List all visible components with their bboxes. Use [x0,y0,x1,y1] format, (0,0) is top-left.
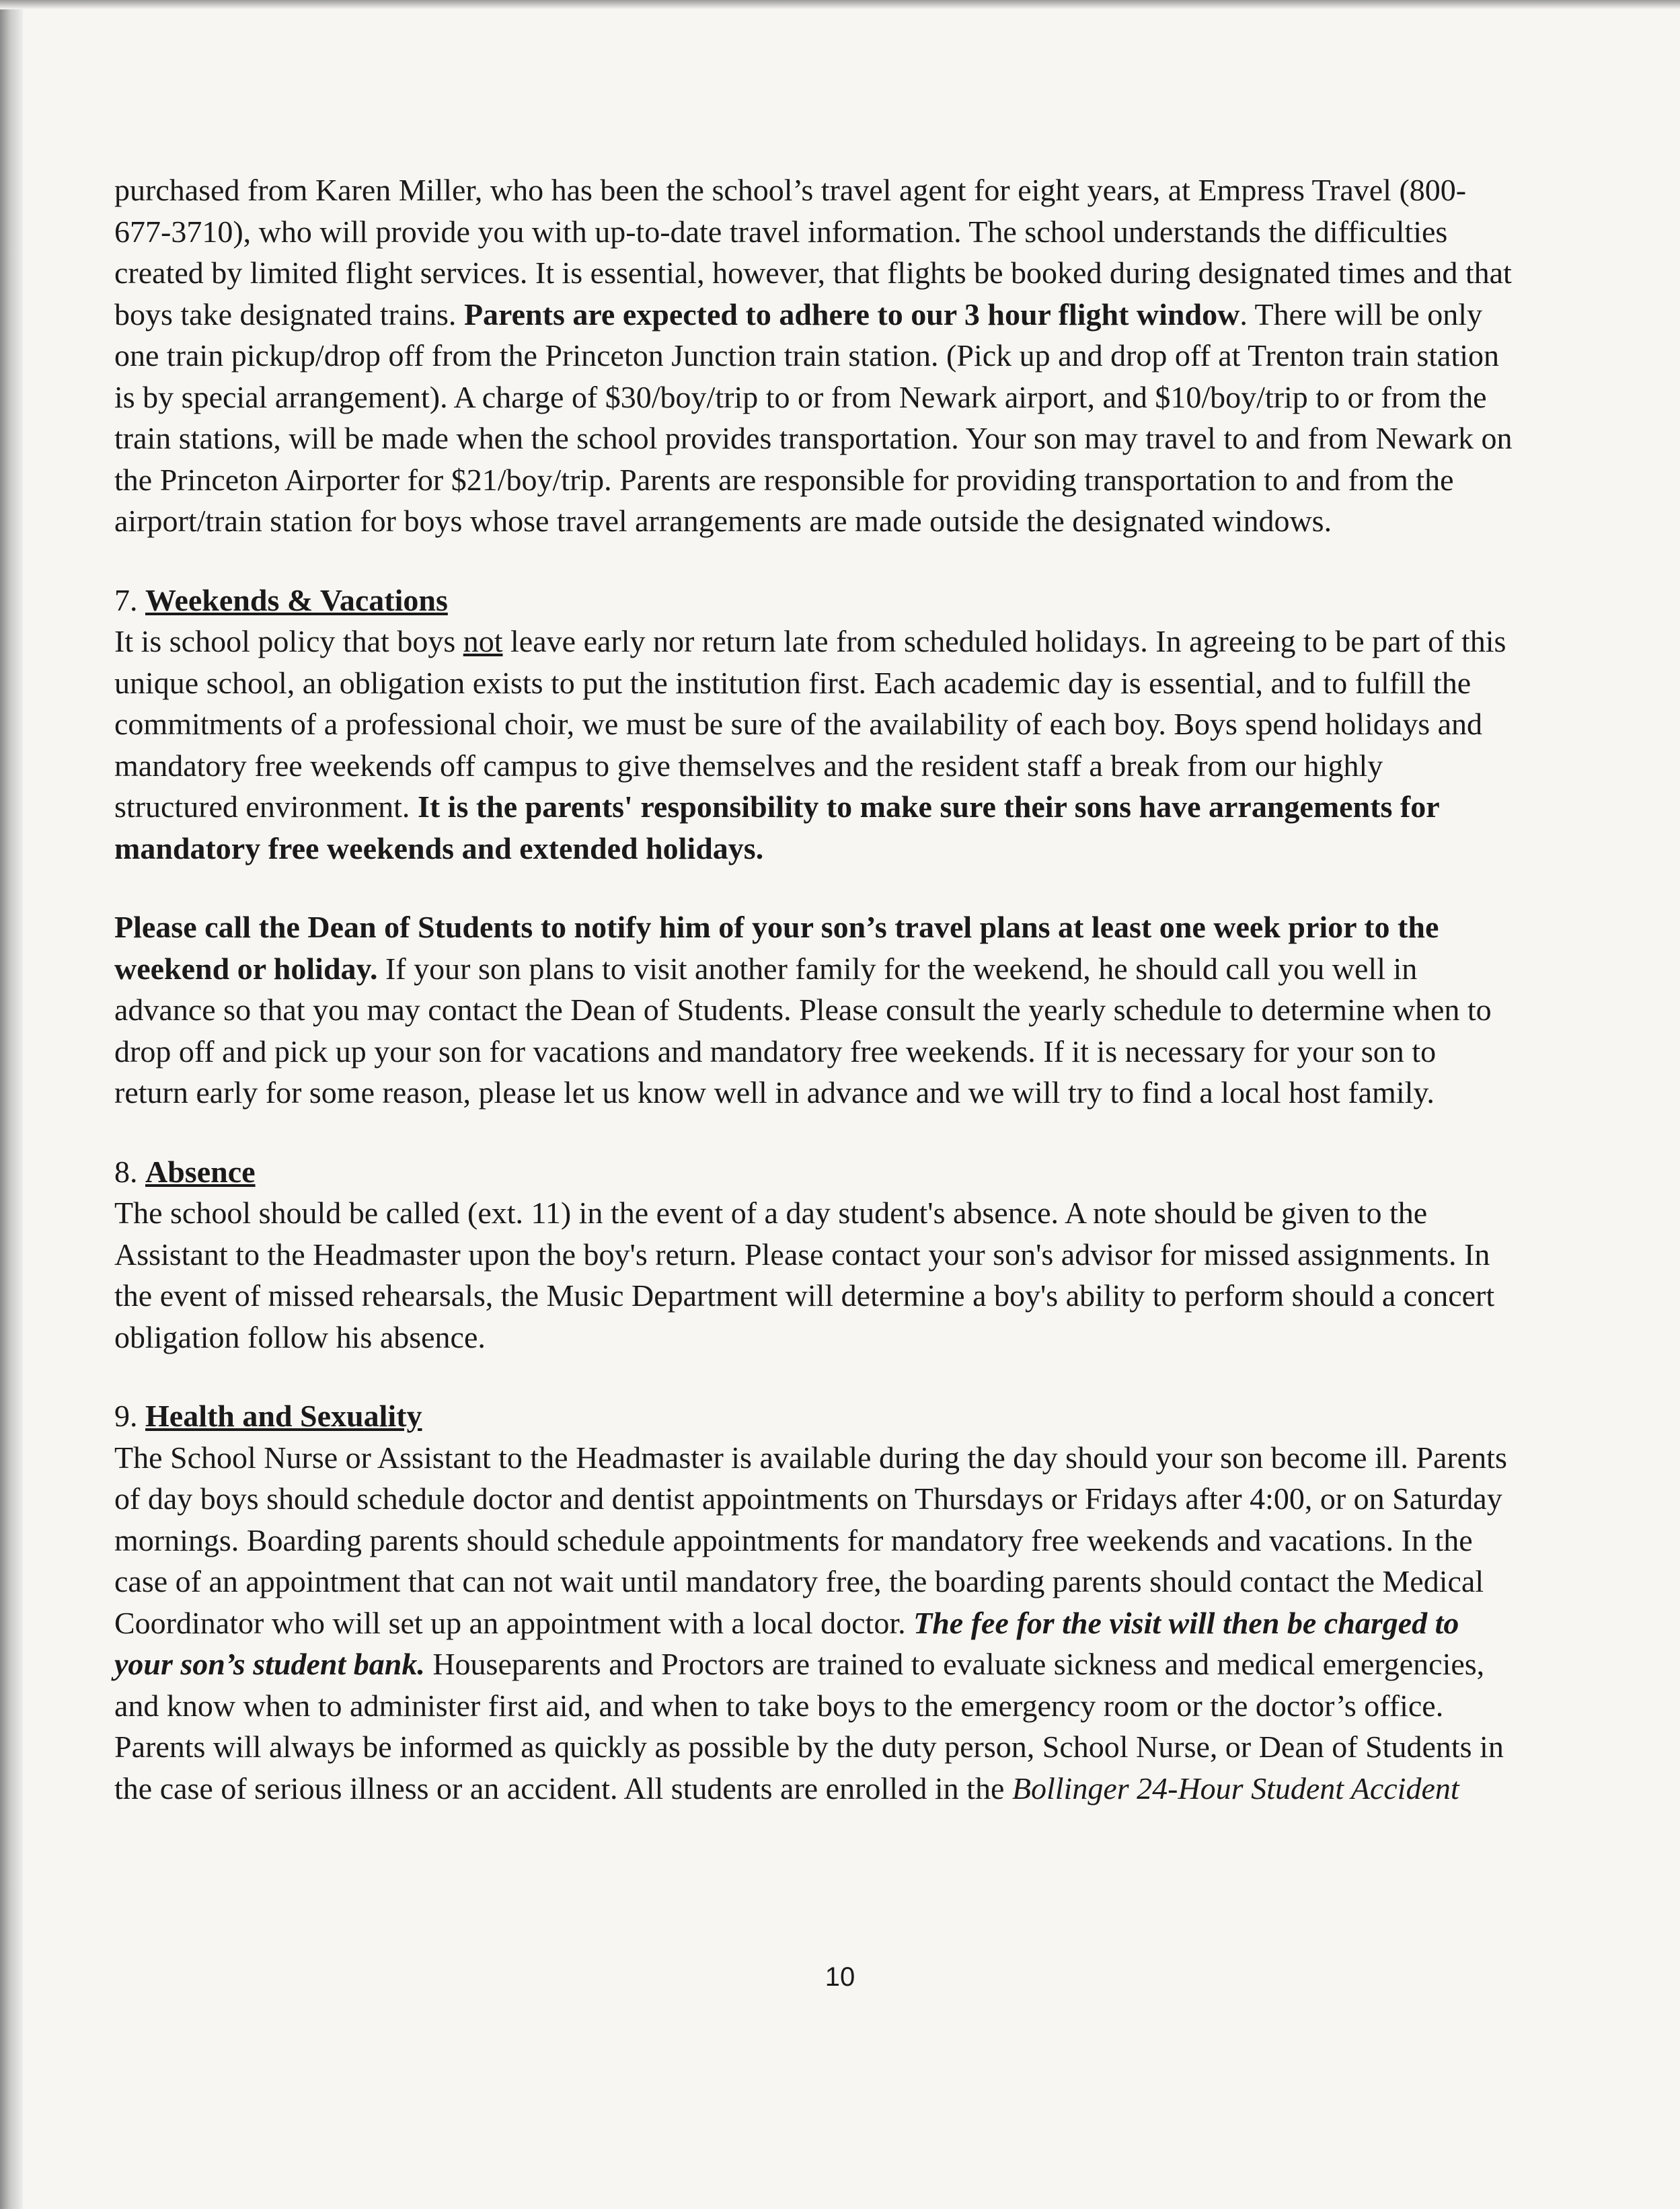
section-title: Absence [145,1154,256,1189]
section-title: Health and Sexuality [145,1399,422,1433]
intro-text-2: . There will be only one train pickup/drop off from the Princeton Junction train station. (Pick up and drop off at Trenton train station is by special arrangement). A charge of $30/boy/trip to or from Newark airport, and $10/boy/trip to or from the train stations, will be made when the school provides transportation. Your son may travel to and from Newark on the Princeton Airporter for $21/boy/trip. Parents are responsible for providing transportation to and from the airport/train station for boys whose travel arrangements are made outside the designated windows. [114,297,1513,538]
section-absence [114,1151,1513,1358]
section-number: 9. [114,1399,145,1433]
intro-paragraph [114,169,1513,542]
health-text-2: Houseparents and Proctors are trained to evaluate sickness and medical emergencies, and know when to administer first aid, and when to take boys to the emergency room or the doctor’s office. Parents will always be informed as quickly as possible by the duty person, School Nurse, or Dean of Students in the case of serious illness or an accident. All students are enrolled in the [114,1647,1504,1806]
weekends-paragraph-2 [114,906,1513,1114]
underlined-not: not [463,624,503,658]
section-health [114,1395,1513,1809]
scan-left-edge [0,0,23,2209]
section-heading-health [114,1395,1513,1437]
health-bold-italic-fee: The fee for the visit will then be charged to your son’s student bank. [114,1605,1459,1681]
weekends-bold-responsibility: It is the parents' responsibility to make sure their sons have arrangements for mandatory free weekends and extended holidays. [114,789,1439,865]
intro-bold-flight-window: Parents are expected to adhere to our 3 hour flight window [463,297,1240,332]
section-number: 7. [114,582,145,617]
weekends-text-c: If your son plans to visit another family for the weekend, he should call you well in advance so that you may contact the Dean of Students. Please consult the yearly schedule to determine when to drop off and pick up your son for vacations and mandatory free weekends. If it is necessary for your son to return early for some reason, please let us know well in advance and we will try to find a local host family. [114,951,1492,1110]
health-paragraph [114,1437,1513,1810]
intro-text-1: purchased from Karen Miller, who has been the school’s travel agent for eight years, at Empress Travel (800-677-3710), who will provide you with up-to-date travel information. The school understands the difficulties created by limited flight services. It is essential, however, that flights be booked during designated times and that boys take designated trains. [114,173,1512,332]
health-text-1: The School Nurse or Assistant to the Headmaster is available during the day should your son become ill. Parents of day boys should schedule doctor and dentist appointments on Thursdays or Fridays after 4:00, or on Saturday mornings. Boarding parents should schedule appointments for mandatory free weekends and vacations. In the case of an appointment that can not wait until mandatory free, the boarding parents should contact the Medical Coordinator who will set up an appointment with a local doctor. [114,1440,1507,1640]
weekends-bold-call-dean: Please call the Dean of Students to notify him of your son’s travel plans at least one week prior to the weekend or holiday. [114,910,1439,986]
section-number: 8. [114,1154,145,1189]
scan-top-edge [0,0,1680,9]
weekends-text-b: leave early nor return late from scheduled holidays. In agreeing to be part of this unique school, an obligation exists to put the institution first. Each academic day is essential, and to fulfill the commitments of a professional choir, we must be sure of the availability of each boy. Boys spend holidays and mandatory free weekends off campus to give themselves and the resident staff a break from our highly structured environment. [114,624,1506,824]
weekends-text-a: It is school policy that boys [114,624,463,658]
section-weekends [114,580,1513,1114]
page-number: 10 [825,1962,855,1992]
section-heading-weekends [114,580,1513,621]
absence-paragraph: The school should be called (ext. 11) in the event of a day student's absence. A note should be given to the Assistant to the Headmaster upon the boy's return. Please contact your son's advisor for missed assignments. In the event of missed rehearsals, the Music Department will determine a boy's ability to perform should a concert obligation follow his absence. [114,1196,1495,1354]
health-italic-insurance: Bollinger 24-Hour Student Accident [1011,1771,1459,1806]
weekends-paragraph-1 [114,621,1513,869]
section-heading-absence [114,1151,1513,1193]
section-title: Weekends & Vacations [145,582,448,617]
page-body [114,169,1513,1809]
